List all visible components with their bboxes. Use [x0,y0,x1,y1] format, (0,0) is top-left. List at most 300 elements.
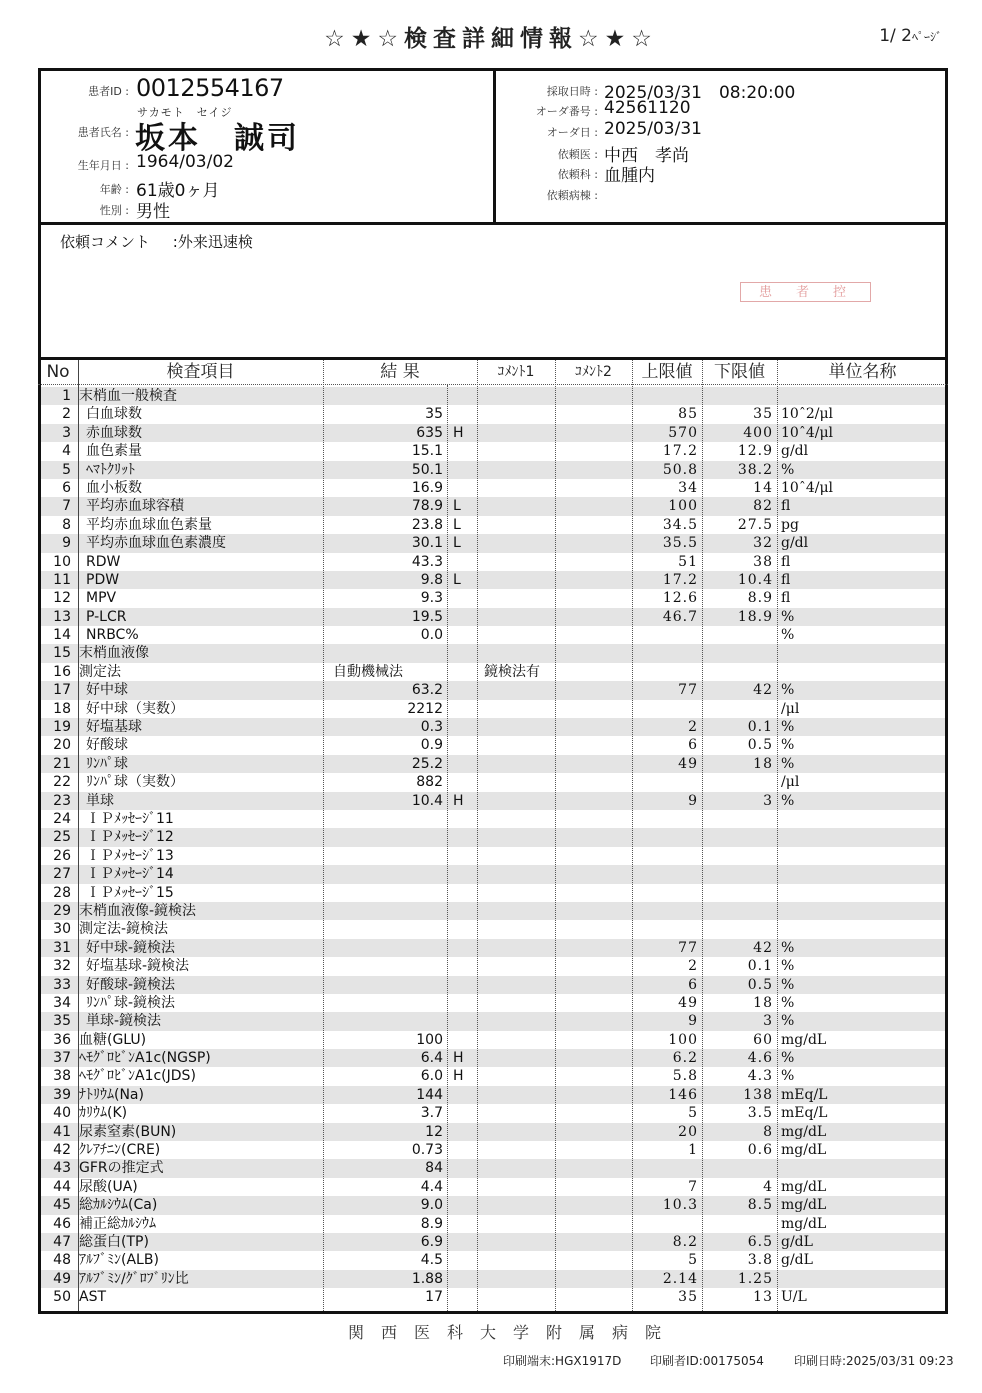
request-comment-value: :外来迅速検 [172,233,253,251]
table-row [41,681,945,699]
lower-limit: 3.5 [747,1105,773,1122]
row-number: 25 [53,829,71,846]
table-row [41,1159,945,1177]
result-value: 9.3 [420,590,443,607]
test-item: ＩＰﾒｯｾｰｼﾞ12 [86,829,174,846]
table-row [41,700,945,718]
row-number: 11 [53,571,71,588]
test-item: 単球-鏡検法 [86,1013,162,1030]
row-number: 14 [53,627,71,644]
print-terminal-value: HGX1917D [555,1354,622,1368]
row-number: 35 [53,1013,71,1030]
upper-limit: 2 [688,719,698,736]
abnormal-flag: H [453,1068,464,1085]
lower-limit: 18.9 [737,608,773,625]
order-number: 42561120 [604,98,691,118]
header-divider [38,222,948,225]
table-row [41,902,945,920]
result-value: 4.4 [420,1178,443,1195]
table-row [41,1141,945,1159]
unit: mg/dL [781,1197,827,1214]
test-item: ﾅﾄﾘｳﾑ(Na) [79,1086,144,1103]
result-value: 6.4 [420,1050,443,1067]
row-number: 43 [53,1160,71,1177]
unit: 10ˆ2/μl [781,406,834,423]
table-row [41,461,945,479]
col-header-comment1: ｺﾒﾝﾄ1 [497,364,535,380]
table-row [41,442,945,460]
unit: g/dl [781,443,809,460]
test-item: AST [79,1289,107,1306]
row-number: 3 [62,424,71,441]
unit: % [781,976,795,993]
order-date-label: オーダ日 : [546,126,598,139]
upper-limit: 85 [678,406,698,423]
result-value: 30.1 [411,535,443,552]
test-item: ｱﾙﾌﾞﾐﾝ/ｸﾞﾛﾌﾞﾘﾝ比 [79,1270,189,1287]
result-value: 0.73 [411,1142,443,1159]
unit: % [781,682,795,699]
row-number: 32 [53,958,71,975]
row-number: 18 [53,700,71,717]
test-item: 平均赤血球血色素濃度 [86,535,226,552]
test-item: 末梢血液像-鏡検法 [79,902,197,919]
print-datetime-value: 2025/03/31 09:23 [846,1354,954,1368]
upper-limit: 46.7 [662,608,698,625]
abnormal-flag: H [453,792,464,809]
lower-limit: 1.25 [737,1270,773,1287]
test-item: 平均赤血球血色素量 [86,516,212,533]
table-row [41,755,945,773]
upper-limit: 5.8 [672,1068,698,1085]
row-number: 2 [62,406,71,423]
row-number: 8 [62,516,71,533]
test-item: ｶﾘｳﾑ(K) [79,1105,128,1122]
unit: /μl [781,700,800,717]
test-item: 好中球（実数） [86,700,184,717]
unit: % [781,1013,795,1030]
unit: % [781,608,795,625]
upper-limit: 6 [688,976,698,993]
row-number: 46 [53,1215,71,1232]
table-row [41,994,945,1012]
birthdate: 1964/03/02 [136,152,234,172]
row-number: 9 [62,535,71,552]
result-value: 0.3 [420,719,443,736]
row-number: 34 [53,994,71,1011]
test-item: 血色素量 [86,443,142,460]
row-number: 13 [53,608,71,625]
test-item: 好塩基球-鏡検法 [86,958,190,975]
lower-limit: 14 [753,479,773,496]
result-value: 6.0 [420,1068,443,1085]
col-divider [632,360,633,1311]
table-row [41,920,945,938]
test-item: 好酸球 [86,737,128,754]
col-divider [78,360,79,1311]
table-row [41,1104,945,1122]
table-row [41,939,945,957]
lower-limit: 0.6 [747,1142,773,1159]
order-date: 2025/03/31 [604,119,702,139]
result-value: 50.1 [411,461,443,478]
lower-limit: 4 [763,1178,773,1195]
lower-limit: 42 [753,939,773,956]
unit: fl [781,553,791,570]
upper-limit: 6 [688,737,698,754]
result-value: 6.9 [420,1233,443,1250]
ward-label: 依頼病棟 : [546,189,598,202]
department-label: 依頼科 : [557,168,598,181]
unit: g/dL [781,1252,813,1269]
test-item: ｱﾙﾌﾞﾐﾝ(ALB) [79,1252,159,1269]
row-number: 50 [53,1289,71,1306]
col-header-upper: 上限値 [641,362,693,382]
result-value: 100 [416,1031,443,1048]
test-item: 血糖(GLU) [79,1031,147,1048]
unit: fl [781,590,791,607]
unit: mEq/L [781,1105,828,1122]
result-value: 35 [425,406,443,423]
unit: g/dL [781,1233,813,1250]
print-terminal [503,1352,621,1369]
row-number: 47 [53,1233,71,1250]
row-number: 49 [53,1270,71,1287]
test-item: 好中球 [86,682,128,699]
row-number: 1 [62,388,71,404]
upper-limit: 49 [678,994,698,1011]
test-item: 測定法 [79,663,121,680]
page-number-suffix: ﾍﾟｰｼﾞ [911,30,942,44]
upper-limit: 34 [678,479,698,496]
table-row [41,387,945,405]
table-row [41,1031,945,1049]
patient-id-label: 患者ID : [88,85,129,98]
result-value: 23.8 [411,516,443,533]
requesting-doctor: 中西 孝尚 [604,146,689,166]
table-row [41,626,945,644]
row-number: 39 [53,1086,71,1103]
abnormal-flag: L [453,571,461,588]
lower-limit: 10.4 [737,571,773,588]
test-item: 尿酸(UA) [79,1178,138,1195]
table-row [41,1270,945,1288]
result-value: 0.0 [420,627,443,644]
row-number: 33 [53,976,71,993]
upper-limit: 77 [678,939,698,956]
upper-limit: 77 [678,682,698,699]
unit: % [781,627,795,644]
test-item: ｸﾚｱﾁﾆﾝ(CRE) [79,1142,161,1159]
table-row [41,1049,945,1067]
unit: 10ˆ4/μl [781,424,834,441]
unit: % [781,792,795,809]
table-row [41,736,945,754]
lower-limit: 18 [753,994,773,1011]
test-item: 総蛋白(TP) [79,1233,149,1250]
unit: fl [781,498,791,515]
test-item: 白血球数 [86,406,142,423]
print-datetime [794,1352,954,1369]
table-row [41,405,945,423]
unit: U/L [781,1289,807,1306]
row-number: 10 [53,553,71,570]
col-divider [555,360,556,1311]
test-item: GFRの推定式 [79,1160,164,1177]
table-row [41,1196,945,1214]
table-row [41,644,945,662]
row-number: 28 [53,884,71,901]
table-row [41,608,945,626]
table-row [41,424,945,442]
row-number: 5 [62,461,71,478]
row-number: 26 [53,847,71,864]
row-number: 4 [62,443,71,460]
unit: % [781,461,795,478]
result-value: 17 [425,1289,443,1306]
col-divider [702,360,703,1311]
printer-id-label: 印刷者ID: [650,1354,703,1368]
unit: 10ˆ4/μl [781,479,834,496]
row-number: 15 [53,645,71,662]
result-value: 84 [425,1160,443,1177]
lower-limit: 8.5 [747,1197,773,1214]
unit: g/dl [781,535,809,552]
result-value: 4.5 [420,1252,443,1269]
abnormal-flag: L [453,535,461,552]
table-row [41,571,945,589]
table-row [41,589,945,607]
test-item: 単球 [86,792,114,809]
test-item: 好中球-鏡検法 [86,939,176,956]
lower-limit: 42 [753,682,773,699]
test-item: MPV [86,590,117,607]
upper-limit: 2.14 [662,1270,698,1287]
result-value: 63.2 [411,682,443,699]
row-number: 44 [53,1178,71,1195]
test-item: ﾍﾏﾄｸﾘｯﾄ [86,461,135,478]
unit: mg/dL [781,1215,827,1232]
upper-limit: 50.8 [662,461,698,478]
row-number: 6 [62,479,71,496]
unit: mg/dL [781,1142,827,1159]
upper-limit: 8.2 [672,1233,698,1250]
lower-limit: 12.9 [737,443,773,460]
row-number: 22 [53,774,71,791]
table-row [41,884,945,902]
row-number: 7 [62,498,71,515]
result-value: 43.3 [411,553,443,570]
row-number: 19 [53,719,71,736]
table-row [41,847,945,865]
upper-limit: 100 [668,498,698,515]
upper-limit: 17.2 [662,571,698,588]
upper-limit: 35 [678,1289,698,1306]
row-number: 29 [53,902,71,919]
lower-limit: 82 [753,498,773,515]
birthdate-label: 生年月日 : [77,159,129,172]
result-value: 25.2 [411,755,443,772]
upper-limit: 570 [668,424,698,441]
table-row [41,828,945,846]
result-value: 15.1 [411,443,443,460]
upper-limit: 10.3 [662,1197,698,1214]
unit: mEq/L [781,1086,828,1103]
age: 61歳0ヶ月 [136,181,220,201]
test-item: ﾘﾝﾊﾟ球 [86,755,128,772]
row-number: 16 [53,663,71,680]
table-row [41,1251,945,1269]
hospital-name: 関西医科大学附属病院 [348,1323,679,1342]
lower-limit: 4.6 [747,1050,773,1067]
col-divider [323,360,324,1311]
test-item: 末梢血液像 [79,645,149,662]
result-value: 0.9 [420,737,443,754]
unit: % [781,719,795,736]
row-number: 41 [53,1123,71,1140]
row-number: 37 [53,1050,71,1067]
age-label: 年齢 : [99,183,129,196]
lower-limit: 38 [753,553,773,570]
upper-limit: 51 [678,553,698,570]
test-item: ﾘﾝﾊﾟ球（実数） [86,774,184,791]
table-row [41,865,945,883]
col-header-unit: 単位名称 [828,362,897,382]
col-header-item: 検査項目 [166,362,235,382]
print-datetime-label: 印刷日時: [794,1354,847,1368]
test-item: 補正総ｶﾙｼｳﾑ [79,1215,156,1232]
result-value: 12 [425,1123,443,1140]
results-table-body [41,387,945,1307]
unit: % [781,994,795,1011]
test-item: 尿素窒素(BUN) [79,1123,177,1140]
test-item: ﾍﾓｸﾞﾛﾋﾞﾝA1c(JDS) [79,1068,196,1085]
test-item: 赤血球数 [86,424,142,441]
table-row [41,497,945,515]
unit: % [781,1050,795,1067]
result-value: 1.88 [411,1270,443,1287]
row-number: 45 [53,1197,71,1214]
result-value: 78.9 [411,498,443,515]
table-row [41,479,945,497]
upper-limit: 5 [688,1252,698,1269]
table-row [41,976,945,994]
table-row [41,534,945,552]
copy-stamp: 患者控 [740,282,871,302]
upper-limit: 9 [688,792,698,809]
sex: 男性 [136,202,170,222]
report-title: ☆★☆検査詳細情報☆★☆ [324,26,658,52]
lower-limit: 13 [753,1289,773,1306]
upper-limit: 2 [688,958,698,975]
unit: % [781,737,795,754]
unit: % [781,939,795,956]
unit: mg/dL [781,1123,827,1140]
abnormal-flag: L [453,498,461,515]
table-row [41,1233,945,1251]
comment1: 鏡検法有 [484,663,540,680]
col-header-lower: 下限値 [714,362,765,382]
table-row [41,1067,945,1085]
page-number [879,26,942,46]
abnormal-flag: H [453,1050,464,1067]
row-number: 40 [53,1105,71,1122]
lower-limit: 3 [763,1013,773,1030]
test-item: PDW [86,571,120,588]
test-item: 平均赤血球容積 [86,498,184,515]
lower-limit: 38.2 [737,461,773,478]
table-row [41,810,945,828]
page-number-value: 1/ 2 [879,26,912,46]
lower-limit: 0.1 [747,719,773,736]
result-value: 9.8 [420,571,443,588]
row-number: 23 [53,792,71,809]
lower-limit: 0.5 [747,737,773,754]
patient-name: 坂本 誠司 [135,121,300,156]
unit: mg/dL [781,1178,827,1195]
table-row [41,516,945,534]
col-header-no: No [46,362,70,382]
abnormal-flag: H [453,424,464,441]
result-value: 144 [416,1086,443,1103]
result-value: 9.0 [420,1197,443,1214]
row-number: 42 [53,1142,71,1159]
upper-limit: 34.5 [662,516,698,533]
col-header-result: 結 果 [380,362,420,382]
test-item: ＩＰﾒｯｾｰｼﾞ15 [86,884,174,901]
collected-datetime: 2025/03/31 08:20:00 [604,83,796,103]
lower-limit: 3.8 [747,1252,773,1269]
upper-limit: 100 [668,1031,698,1048]
row-number: 20 [53,737,71,754]
collected-label: 採取日時 : [546,85,598,98]
test-item: 好塩基球 [86,719,142,736]
col-header-comment2: ｺﾒﾝﾄ2 [575,364,612,380]
result-value: 自動機械法 [333,663,403,680]
abnormal-flag: L [453,516,461,533]
unit: pg [781,516,799,533]
test-item: 好酸球-鏡検法 [86,976,176,993]
lower-limit: 0.5 [747,976,773,993]
table-row [41,957,945,975]
table-row [41,1012,945,1030]
lower-limit: 60 [753,1031,773,1048]
requesting-department: 血腫内 [604,166,655,186]
table-row [41,1215,945,1233]
result-value: 3.7 [420,1105,443,1122]
lower-limit: 4.3 [747,1068,773,1085]
lower-limit: 138 [743,1086,773,1103]
row-number: 21 [53,755,71,772]
unit: /μl [781,774,800,791]
row-number: 30 [53,921,71,938]
lower-limit: 0.1 [747,958,773,975]
unit: fl [781,571,791,588]
upper-limit: 17.2 [662,443,698,460]
sex-label: 性別 : [99,204,129,217]
test-item: ＩＰﾒｯｾｰｼﾞ13 [86,847,174,864]
result-value: 8.9 [420,1215,443,1232]
doctor-label: 依頼医 : [557,148,598,161]
test-item: 末梢血一般検査 [79,388,177,404]
col-divider [777,360,778,1311]
upper-limit: 146 [668,1086,698,1103]
upper-limit: 9 [688,1013,698,1030]
upper-limit: 35.5 [662,535,698,552]
unit: % [781,1068,795,1085]
table-row [41,718,945,736]
col-divider [447,385,448,1311]
